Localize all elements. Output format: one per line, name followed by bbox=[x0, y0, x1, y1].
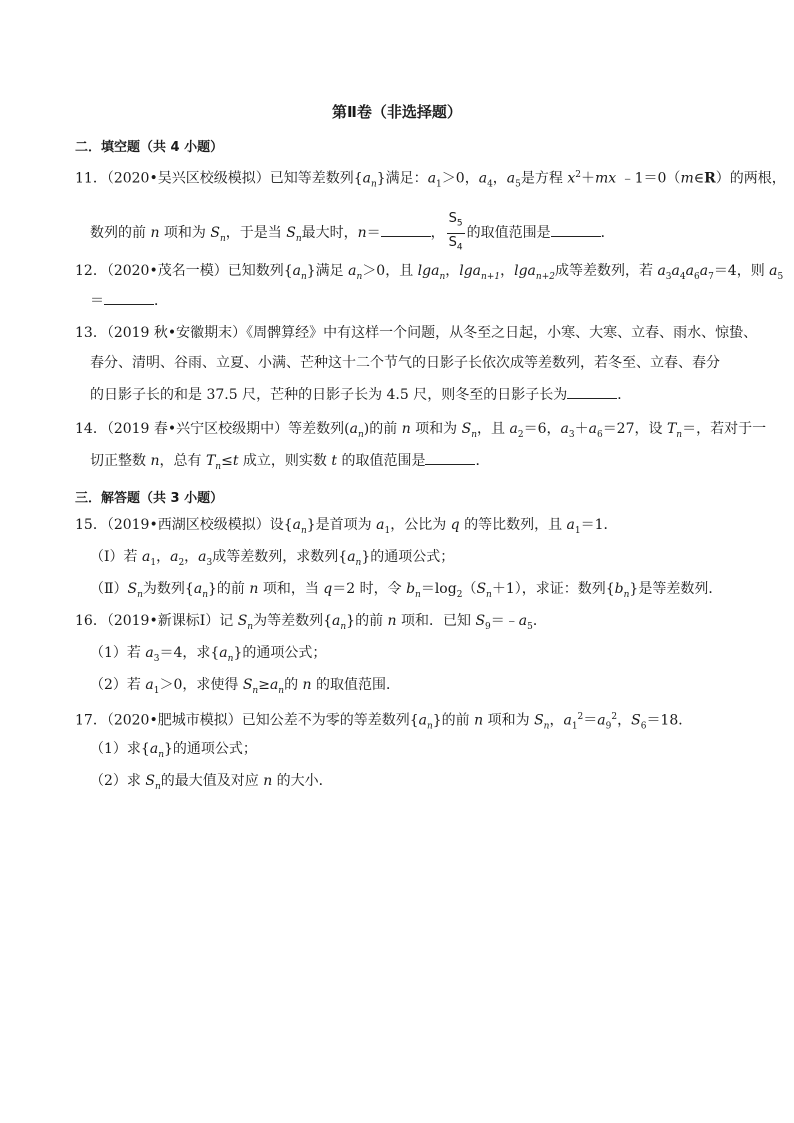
answer-blank[interactable] bbox=[425, 452, 475, 465]
fraction-s5-over-s4: $\frac{S_5}{S_4}$ bbox=[448, 211, 463, 253]
question-16-line-1: 16．（2019•新课标Ⅰ）记 $S_n$为等差数列$\{a_n\}$的前 n 项和．已知 $S_9=﹣a_5$． bbox=[75, 613, 547, 632]
question-17-part-2: （2）求 $S_n$的最大值及对应 n 的大小． bbox=[90, 773, 333, 792]
question-16-part-2: （2）若 $a_1>0$，求使得 $S_n\ge a_n$的 n 的取值范围． bbox=[90, 677, 401, 696]
question-12-line-2: ＝ ． bbox=[90, 293, 168, 309]
question-15-line-1: 15．（2019•西湖区校级模拟）设$\{a_n\}$是首项为 $a_1$，公比为 q 的等比数列，且 $a_1=1$． bbox=[75, 517, 618, 536]
answer-blank[interactable] bbox=[567, 386, 617, 399]
section-fill-in-heading: 二．填空题（共 4 小题） bbox=[75, 140, 224, 155]
question-13-line-1: 13．（2019 秋•安徽期末）《周髀算经》中有这样一个问题，从冬至之日起，小寒、大寒、立春、雨水、惊蛰、 bbox=[75, 325, 758, 341]
answer-blank[interactable] bbox=[551, 224, 601, 237]
question-15-part-2: $(Ⅱ)S_n$为数列$\{a_n\}$的前 n 项和，当 q＝2 时，令 $b_n=\log_2(S_n+1)$，求证：数列$\{b_n\}$是等差数列． bbox=[90, 581, 723, 600]
question-14-line-2: 切正整数 n，总有 $T_n\le t$ 成立，则实数 t 的取值范围是 ． bbox=[90, 453, 490, 472]
answer-blank[interactable] bbox=[104, 292, 154, 305]
question-14-line-1: 14．（2019 春•兴宁区校级期中）等差数列$(a_n)$的前 n 项和为 $S_n$，且 $a_2=6$，$a_3+a_6=27$，设 $T_n=$，若对于一 bbox=[75, 421, 767, 440]
question-13-line-2: 春分、清明、谷雨、立夏、小满、芒种这十二个节气的日影子长依次成等差数列，若冬至、立春、春分 bbox=[90, 355, 720, 371]
page-title: 第Ⅱ卷（非选择题） bbox=[332, 103, 462, 121]
question-12-line-1: 12．（2020•茂名一模）已知数列$\{a_n\}$满足 $a_n>0$，且 lga$_n$，lga$_{n+1}$，lga$_{n+2}$成等差数列，若 $a_3a_4a_6a_7=4$，则 $a_5$ bbox=[75, 263, 784, 282]
question-11-line-1: 11．（2020•吴兴区校级模拟）已知等差数列$\{a_n\}$满足：$a_1>0$，$a_4$，$a_5$是方程 $x^2+mx$ ﹣1＝0（m∈R）的两根， bbox=[75, 170, 786, 190]
question-16-part-1: （1）若 $a_3=4$，求$\{a_n\}$的通项公式； bbox=[90, 645, 327, 664]
answer-blank[interactable] bbox=[381, 224, 431, 237]
question-17-line-1: 17．（2020•肥城市模拟）已知公差不为零的等差数列$\{a_n\}$的前 n 项和为 $S_n$，$a_1^2=a_9^2$，$S_6=18$． bbox=[75, 712, 693, 732]
section-solve-heading: 三．解答题（共 3 小题） bbox=[75, 491, 224, 506]
question-17-part-1: （1）求$\{a_n\}$的通项公式； bbox=[90, 741, 257, 760]
question-11-line-2: 数列的前 n 项和为 $S_n$，于是当 $S_n$最大时，n＝ ， $\frac{S_5}{S_4}$ 的取值范围是 ． bbox=[90, 210, 615, 256]
question-15-part-1: （Ⅰ）若 $a_1$，$a_2$，$a_3$成等差数列，求数列$\{a_n\}$的通项公式； bbox=[90, 549, 455, 568]
question-13-line-3: 的日影子长的和是 37.5 尺，芒种的日影子长为 4.5 尺，则冬至的日影子长为 ． bbox=[90, 387, 632, 403]
